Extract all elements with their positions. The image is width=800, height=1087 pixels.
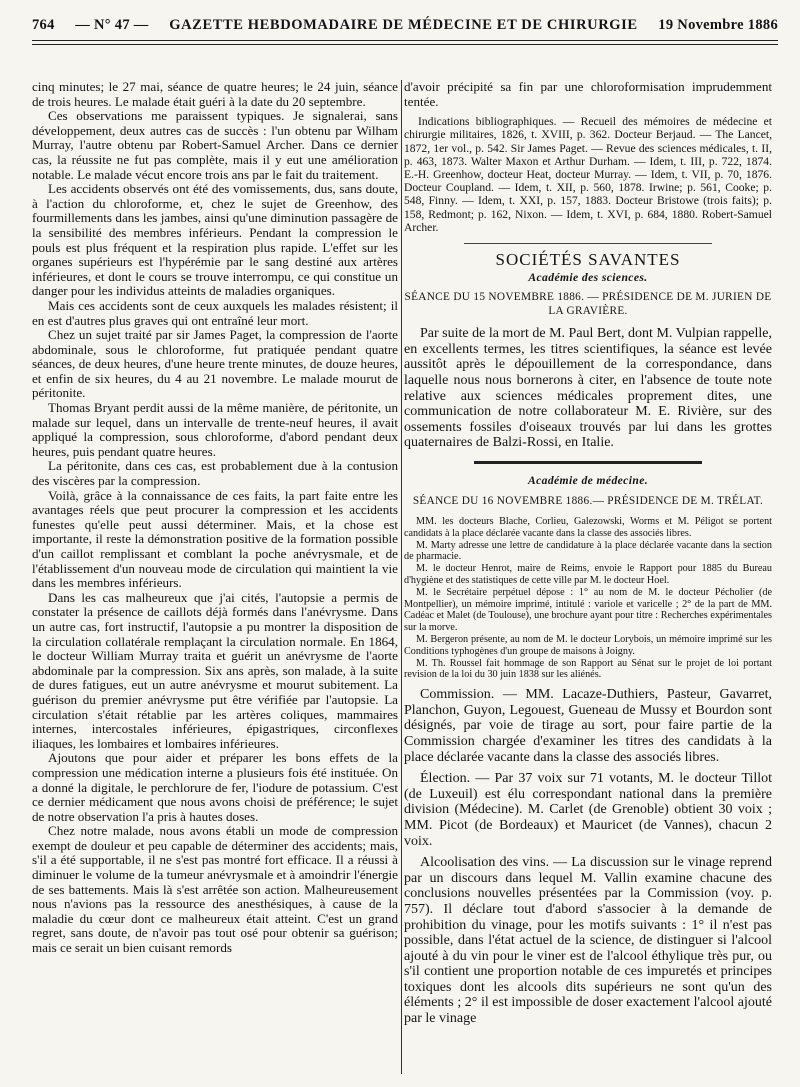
page-header	[32, 12, 778, 38]
paragraph: Ajoutons que pour aider et préparer les bons effets de la compression une médication interne a plusieurs fois été instituée. On a donné la digitale, le perchlorure de fer, l'iodure de potassium. C'est ce dernier médicament que nous avons choisi de préférence; le sujet de notre observation l'a pris à hautes doses.	[32, 750, 398, 824]
separator	[464, 243, 712, 244]
seance-heading: SÉANCE DU 16 NOVEMBRE 1886.— PRÉSIDENCE DE M. TRÉLAT.	[412, 494, 764, 507]
bibliography: Indications bibliographiques. — Recueil des mémoires de médecine et chirurgie militaires, 1826, t. XVIII, p. 362. Docteur Berjaud. — The Lancet, 1872, 1er vol., p. 542. Sir James Paget. — Revue des sciences médicales, t. II, p. 463, 1873. Walter Maxon et Arthur Durham. — Idem, t. III, p. 722, 1874. E.-H. Greenhow, docteur Heat, docteur Murray. — Idem, t. VII, p. 70, 1876. Docteur Coupland. — Idem, t. XII, p. 560, 1878. Irwine; p. 561, Cooke; p. 548, Finny. — Idem, t. XXI, p. 157, 1883. Docteur Bristowe (trois faits); p. 158, Redmont; p. 162, Nixon. — Idem, t. XVI, p. 684, 1880. Robert-Samuel Archer.	[404, 115, 772, 234]
announcement: M. Th. Roussel fait hommage de son Rapport au Sénat sur le projet de loi portant revision de la loi du 30 juin 1838 sur les aliénés.	[404, 657, 772, 681]
alcoolisation-paragraph: Alcoolisation des vins. — La discussion sur le vinage reprend par un discours dans lequel M. Vallin examine chacune des conclusions nouvelles présentées par la Commission (voy. p. 757). Il déclare tout d'abord s'associer à la demande de prohibition du vinage, pour les motifs suivants : 1° il n'est pas possible, dans l'état actuel de la science, de distinguer si l'alcool ajouté à du vin pour le viner est de l'alcool éthylique très pur, ou s'il contient une proportion notable de ces impuretés et principes toxiques dont les alcools dits supérieurs ne sont qu'un des éléments ; 2° il est impossible de doser exactement l'alcool ajouté par le vinage	[404, 855, 772, 1027]
paragraph: Chez un sujet traité par sir James Paget, la compression de l'aorte abdominale, sous le chloroforme, fut pratiquée pendant quatre séances, de deux heures, d'une heure trente minutes, de douze heures, et enfin de six heures, du 4 au 21 novembre. Le malade mourut de péritonite.	[32, 327, 398, 401]
page-number: 764	[32, 16, 55, 33]
paragraph: Voilà, grâce à la connaissance de ces faits, la part faite entre les avantages réels que peut procurer la compression et les accidents funestes qu'elle peut aussi déterminer. Mais, et la chose est importante, il reste la démonstration positive de la formation possible d'un caillot remplissant et comblant la poche anévrysmale, et de l'établissement d'un nouveau mode de circulation qui maintient la vie dans les membres inférieurs.	[32, 487, 398, 591]
header-rule-bottom	[32, 44, 778, 45]
separator	[474, 461, 702, 464]
paragraph: La péritonite, dans ces cas, est probablement due à la contusion des viscères par la compression.	[32, 458, 398, 489]
announcements	[404, 516, 772, 681]
paragraph: d'avoir précipité sa fin par une chloroformisation imprudemment tentée.	[404, 80, 772, 109]
announcement: M. le docteur Henrot, maire de Reims, envoie le Rapport pour 1885 du Bureau d'hygiène et des statistiques de cette ville par M. le docteur Hoel.	[404, 563, 772, 587]
right-column	[404, 80, 772, 1080]
left-column	[32, 80, 398, 1080]
paragraph: Par suite de la mort de M. Paul Bert, dont M. Vulpian rappelle, en excellents termes, les titres scientifiques, la séance est levée aussitôt après le dépouillement de la correspondance, dans laquelle nous nous bornerons à citer, en l'absence de toute note relative aux sciences médicales proprement dites, une communication de notre collaborateur M. E. Rivière, sur des ossements fossiles d'oiseaux trouvés par lui dans les grottes quaternaires de Balzi-Rossi, en Italie.	[404, 326, 772, 451]
announcement: MM. les docteurs Blache, Corlieu, Galezowski, Worms et M. Péligot se portent candidats à la place déclarée vacante dans la classe des associés libres.	[404, 516, 772, 539]
issue-number: — N° 47 —	[75, 16, 149, 33]
issue-date: 19 Novembre 1886	[658, 16, 778, 33]
commission-paragraph: Commission. — MM. Lacaze-Duthiers, Pasteur, Gavarret, Planchon, Guyon, Legouest, Gueneau de Mussy et Bourdon sont désignés, par voie de tirage au sort, pour faire partie de la Commission chargée d'examiner les titres des candidats à la place déclarée vacante dans la classe des associés libres.	[404, 687, 772, 765]
paragraph: cinq minutes; le 27 mai, séance de quatre heures; le 24 juin, séance de trois heures. Le malade était guéri à la date du 20 septembre.	[32, 80, 398, 109]
paragraph: Dans les cas malheureux que j'ai cités, l'autopsie a permis de constater la présence de caillots déjà formés dans l'anévrysme. Dans un autre cas, fort instructif, l'autopsie a pu montrer la disposition de la circulation collatérale remplaçant la circulation normale. En 1864, le docteur William Murray traita et guérit un anévrysme de l'aorte abdominale par la compression. Six ans après, son malade, à la suite de dures fatigues, eut un autre anévrysme et mourut subitement. La guérison du premier anévrysme put être vérifiée par l'autopsie. La circulation s'était rétablie par les artères coliques, mammaires internes, intercostales inférieures, épigastriques, circonflexes iliaques, les lombaires et lombaires inférieures.	[32, 589, 398, 751]
header-rule-top	[32, 40, 778, 41]
paragraph: Ces observations me paraissent typiques. Je signalerai, sans développement, deux autres cas de succès : l'un obtenu par Wilham Murray, l'autre obtenu par Robert-Samuel Archer. Dans ce dernier cas, la réussite ne fut pas complète, mais il y eut une amélioration notable. Le malade vécut encore trois ans par le fait du traitement.	[32, 108, 398, 182]
paragraph: Chez notre malade, nous avons établi un mode de compression exempt de douleur et peu capable de déterminer des accidents; mais, s'il a été supportable, il ne s'est pas montré fort efficace. Il a réussi à diminuer le volume de la tumeur anévrysmale et à amoindrir l'énergie de ses battements. Mais là s'est arrêtée son action. Malheureusement nous n'avions pas la ressource des anesthésiques, à cause de la maladie du cœur dont ce malheureux était atteint. C'est un grand regret, sans doute, de n'avoir pas tout osé pour obtenir sa guérison; mais ce serait un bien cuisant remords	[32, 823, 398, 956]
election-paragraph: Élection. — Par 37 voix sur 71 votants, M. le docteur Tillot (de Luxeuil) est élu correspondant national dans la première division (Médecine). M. Carlet (de Grenoble) obtient 30 voix ; MM. Picot (de Bordeaux) et Mauricet (de Vannes), chacun 2 voix.	[404, 771, 772, 849]
column-divider	[401, 80, 402, 1074]
academy-heading: Académie des sciences.	[528, 270, 648, 284]
announcement: M. Bergeron présente, au nom de M. le docteur Lorybois, un mémoire imprimé sur les Conditions typhogènes d'un groupe de maisons à Joigny.	[404, 634, 772, 657]
announcement: M. le Secrétaire perpétuel dépose : 1° au nom de M. le docteur Pécholier (de Montpellier), un mémoire imprimé, intitulé : variole et varicelle ; 2° de la part de MM. Cadéac et Malet (de Toulouse), une brochure ayant pour titre : Recherches expérimentales sur la morve.	[404, 586, 772, 634]
announcement: M. Marty adresse une lettre de candidature à la place déclarée vacante dans la section de pharmacie.	[404, 539, 772, 563]
paragraph: Thomas Bryant perdit aussi de la même manière, de péritonite, un malade sur lequel, dans un intervalle de trente-neuf heures, il avait appliqué la compression, sous chloroforme, d'abord pendant deux heures, puis pendant quatre heures.	[32, 400, 398, 459]
journal-title: GAZETTE HEBDOMADAIRE DE MÉDECINE ET DE CHIRURGIE	[169, 16, 638, 33]
paragraph: Mais ces accidents sont de ceux auxquels les malades résistent; il en est d'autres plus graves qui ont entraîné leur mort.	[32, 297, 398, 328]
academy-heading: Académie de médecine.	[527, 473, 649, 487]
section-title: SOCIÉTÉS SAVANTES	[495, 250, 681, 270]
seance-heading: SÉANCE DU 15 NOVEMBRE 1886. — PRÉSIDENCE DE M. JURIEN DE LA GRAVIÈRE.	[404, 291, 772, 317]
paragraph: Les accidents observés ont été des vomissements, dus, sans doute, à l'action du chloroforme, et, chez le sujet de Greenhow, des fourmillements dans les jambes, ainsi qu'une diminution passagère de la sensibilité des membres inférieurs. Pendant la compression le pouls est plus fréquent et la respiration plus rapide. L'effet sur les organes supérieurs est l'hypérémie par le sang destiné aux artères inférieures, et dont le cours se trouve interrompu, ce qui constitue un danger pour les individus atteints de maladies organiques.	[32, 181, 398, 299]
